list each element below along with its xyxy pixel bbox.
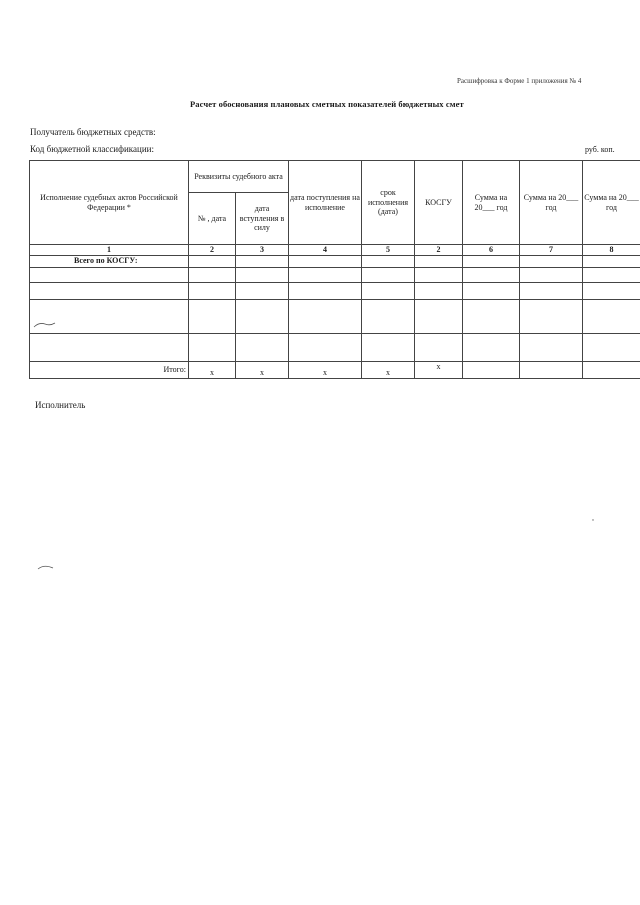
total-by-kosgu-row — [30, 255, 640, 267]
budget-classification-label: Код бюджетной классификации: — [30, 144, 154, 154]
x-mark: x — [289, 361, 362, 378]
header-sum-year-3: Сумма на 20___ год — [583, 161, 640, 245]
x-mark: x — [415, 361, 463, 378]
column-number: 6 — [463, 245, 520, 256]
column-number: 2 — [415, 245, 463, 256]
header-requisites: Реквизиты судебного акта — [189, 161, 289, 193]
header-kosgu: КОСГУ — [415, 161, 463, 245]
header-sum-year-1: Сумма на 20___ год — [463, 161, 520, 245]
speck-icon — [591, 518, 595, 522]
executor-label: Исполнитель — [35, 400, 86, 410]
column-number: 8 — [583, 245, 640, 256]
column-numbers-row — [30, 245, 640, 256]
total-by-kosgu-label: Всего по КОСГУ: — [30, 255, 189, 267]
column-number: 1 — [30, 245, 189, 256]
header-effective-date: дата вступления в силу — [236, 193, 289, 245]
itogo-row — [30, 361, 640, 378]
header-deadline: срок исполнения (дата) — [362, 161, 415, 245]
pen-mark-icon — [37, 563, 55, 571]
header-sum-year-2: Сумма на 20___ год — [520, 161, 583, 245]
column-number: 7 — [520, 245, 583, 256]
header-receipt-date: дата поступления на исполнение — [289, 161, 362, 245]
x-mark: x — [362, 361, 415, 378]
column-number: 2 — [189, 245, 236, 256]
itogo-label: Итого: — [30, 361, 189, 378]
recipient-label: Получатель бюджетных средств: — [30, 127, 156, 137]
currency-units: руб. коп. — [585, 145, 615, 154]
column-number: 5 — [362, 245, 415, 256]
header-number-date: № , дата — [189, 193, 236, 245]
table-row — [30, 299, 640, 333]
column-number: 4 — [289, 245, 362, 256]
pen-mark-icon — [33, 320, 57, 330]
table-row — [30, 282, 640, 299]
estimate-table — [29, 160, 640, 379]
table-row — [30, 267, 640, 282]
document-title: Расчет обоснования плановых сметных показателей бюджетных смет — [190, 99, 464, 109]
appendix-note: Расшифровка к Форме 1 приложения № 4 — [457, 77, 582, 85]
x-mark: x — [236, 361, 289, 378]
column-number: 3 — [236, 245, 289, 256]
x-mark: x — [189, 361, 236, 378]
table-row — [30, 333, 640, 361]
header-court-acts: Исполнение судебных актов Российской Федерации * — [30, 161, 189, 245]
